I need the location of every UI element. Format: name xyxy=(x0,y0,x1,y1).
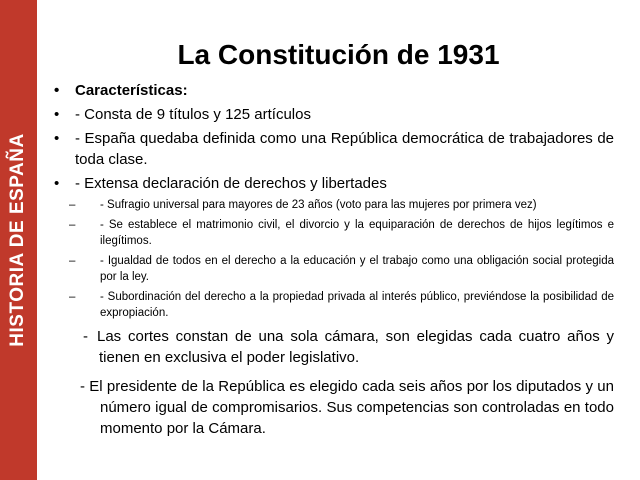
bullet-icon: • xyxy=(54,82,60,99)
paragraph-text: Las cortes constan de una sola cámara, son elegidas cada cuatro años y tienen en exclusiva el poder legislativo. xyxy=(97,328,614,366)
bullet-item xyxy=(54,80,614,101)
page-title: La Constitución de 1931 xyxy=(177,39,500,70)
paragraph-cortes xyxy=(54,326,614,368)
bullet-icon: • xyxy=(54,106,60,123)
bullet-item xyxy=(54,173,614,194)
bullet-item xyxy=(54,104,614,125)
sub-bullet-item xyxy=(54,289,614,321)
dash-icon: – xyxy=(69,291,76,303)
dash-icon: – xyxy=(69,255,76,267)
sub-bullet-text: - Se establece el matrimonio civil, el divorcio y la equiparación de derechos de hijos legítimos e ilegítimos. xyxy=(100,219,614,247)
sidebar-label: HISTORIA DE ESPAÑA xyxy=(7,133,28,347)
bullet-icon: • xyxy=(54,175,60,192)
sub-bullet-text: - Subordinación del derecho a la propiedad privada al interés público, previéndose la posibilidad de expropiación. xyxy=(100,291,614,319)
paragraph-dash: - xyxy=(83,328,88,345)
sub-bullet-text: - Igualdad de todos en el derecho a la educación y el trabajo como una obligación social protegida por la ley. xyxy=(100,255,614,283)
bullet-text: - Consta de 9 títulos y 125 artículos xyxy=(75,106,311,123)
sub-bullet-item xyxy=(54,253,614,285)
bullet-icon: • xyxy=(54,130,60,147)
sub-bullet-text: - Sufragio universal para mayores de 23 años (voto para las mujeres por primera vez) xyxy=(100,199,537,211)
sidebar-band xyxy=(0,0,37,480)
paragraph-text: - El presidente de la República es elegido cada seis años por los diputados y un número igual de compromisarios. Sus competencias son controladas en todo momento por la Cámara. xyxy=(80,378,614,437)
bullet-text: Características: xyxy=(75,82,188,99)
bullet-text: - España quedaba definida como una República democrática de trabajadores de toda clase. xyxy=(75,130,614,168)
dash-icon: – xyxy=(69,219,76,231)
sub-bullet-item xyxy=(54,197,614,213)
slide-content xyxy=(54,80,614,447)
sub-bullet-item xyxy=(54,217,614,249)
paragraph-presidente xyxy=(54,376,614,439)
dash-icon: – xyxy=(69,199,76,211)
sub-bullet-list xyxy=(54,197,614,321)
bullet-item xyxy=(54,128,614,170)
bullet-text: - Extensa declaración de derechos y libertades xyxy=(75,175,387,192)
